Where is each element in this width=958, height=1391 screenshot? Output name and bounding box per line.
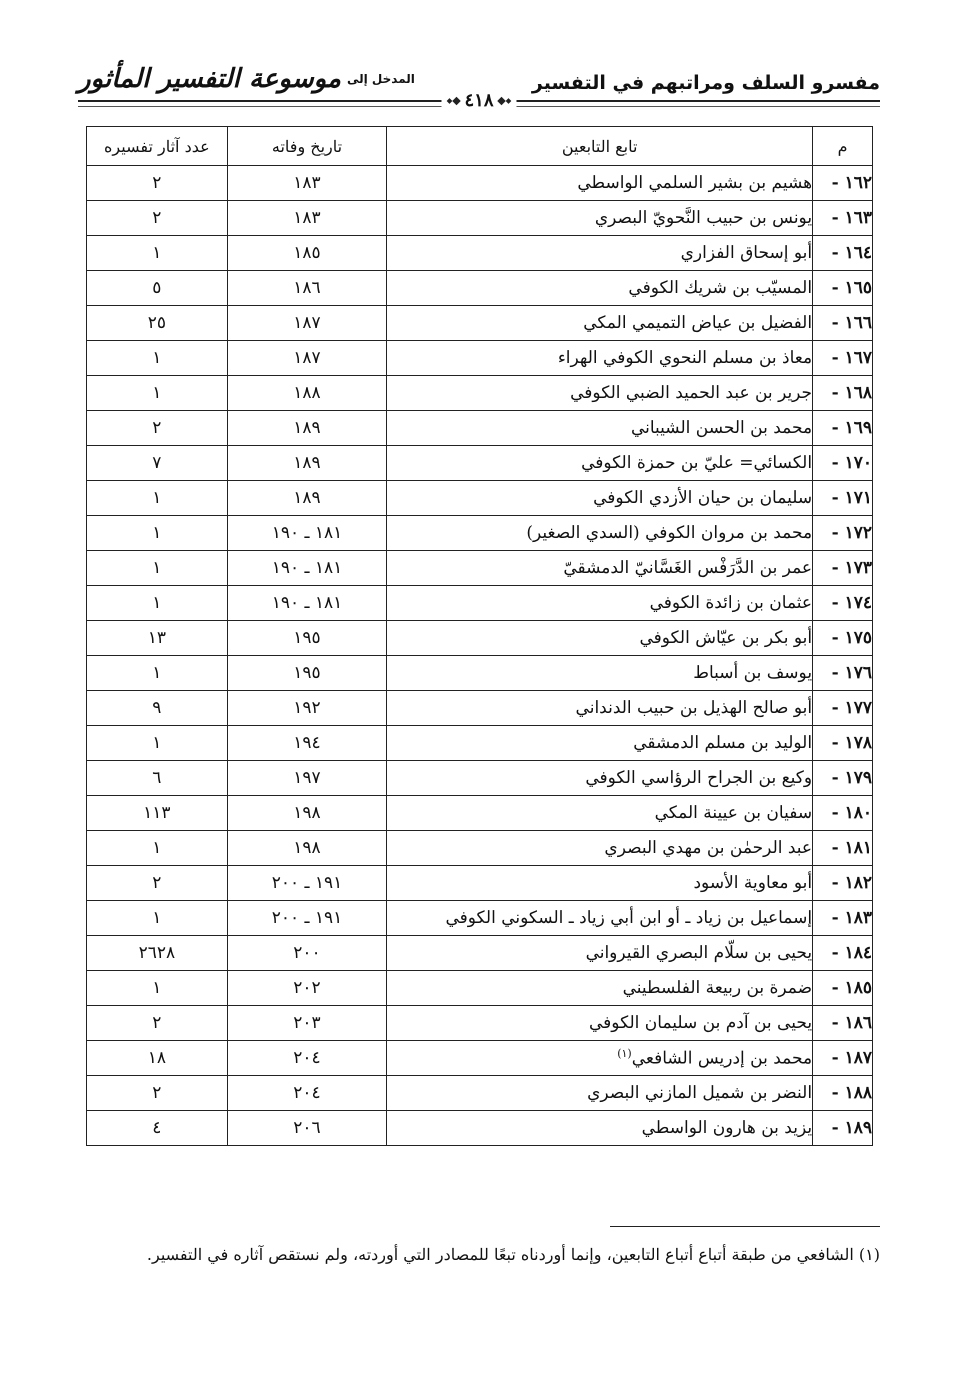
row-number [813,411,873,446]
row-name-text: أبو صالح الهذيل بن حبيب الدنداني [575,698,813,718]
header-count: عدد آثار تفسيره [87,127,228,166]
row-athar-count-text: ١٣ [147,628,166,648]
table-row [87,796,873,831]
row-athar-count [87,971,228,1006]
row-athar-count [87,761,228,796]
tabi-tabiin-table [86,126,873,1146]
row-name [387,516,813,551]
row-name [387,901,813,936]
row-athar-count-text: ٦ [152,768,162,788]
row-athar-count-text: ٢ [152,873,162,893]
row-death-date [227,376,387,411]
row-athar-count-text: ١ [152,348,162,368]
row-name [387,1076,813,1111]
row-number [813,901,873,936]
row-number-text: ١٦٦ - [831,313,872,333]
row-death-date-text: ١٨١ ـ ١٩٠ [271,558,343,578]
row-death-date-text: ١٨٣ [293,208,321,228]
row-name-text: عثمان بن زائدة الكوفي [649,593,813,613]
table-row [87,866,873,901]
row-name [387,481,813,516]
row-death-date [227,726,387,761]
row-athar-count [87,796,228,831]
row-death-date [227,761,387,796]
row-number-text: ١٨٥ - [831,978,872,998]
row-death-date [227,1111,387,1146]
row-number [813,1006,873,1041]
running-title: مفسرو السلف ومراتبهم في التفسير [531,72,880,94]
row-number [813,831,873,866]
row-death-date-text: ١٨٨ [293,383,321,403]
row-name [387,971,813,1006]
table-row [87,341,873,376]
row-number [813,1076,873,1111]
row-death-date [227,656,387,691]
row-number-text: ١٦٩ - [831,418,872,438]
row-athar-count [87,411,228,446]
row-death-date-text: ٢٠٤ [293,1083,321,1103]
row-death-date [227,971,387,1006]
row-name-text: عمر بن الدَّرَفْس الغَسَّانيّ الدمشقيّ [563,558,813,578]
row-death-date [227,236,387,271]
row-name-text: يونس بن حبيب النَّحويّ البصري [594,208,813,228]
row-number [813,166,873,201]
row-athar-count-text: ٢ [152,418,162,438]
row-name-text: وكيع بن الجراح الرؤاسي الكوفي [585,768,813,788]
table-row [87,306,873,341]
row-number [813,726,873,761]
row-name-text: أبو معاوية الأسود [693,873,813,893]
row-athar-count-text: ١٨ [147,1048,166,1068]
row-athar-count [87,586,228,621]
page-number: ٤١٨ [464,90,494,111]
row-number [813,306,873,341]
table-row [87,936,873,971]
row-athar-count-text: ٥ [152,278,162,298]
row-athar-count [87,621,228,656]
row-athar-count [87,376,228,411]
row-athar-count [87,551,228,586]
row-number [813,971,873,1006]
row-athar-count-text: ١ [152,978,162,998]
row-death-date-text: ١٨١ ـ ١٩٠ [271,523,343,543]
row-athar-count-text: ٩ [152,698,162,718]
row-athar-count-text: ١ [152,593,162,613]
row-name [387,551,813,586]
row-name [387,936,813,971]
footnote-rule [610,1226,880,1227]
row-number-text: ١٧٠ - [831,453,872,473]
row-number-text: ١٦٥ - [831,278,872,298]
table-row [87,761,873,796]
row-death-date-text: ١٨٣ [293,173,321,193]
row-athar-count [87,236,228,271]
row-name-text: الفضيل بن عياض التميمي المكي [583,313,813,333]
row-number-text: ١٧٦ - [831,663,872,683]
table-row [87,551,873,586]
row-number [813,201,873,236]
page-header [78,62,880,111]
row-number-text: ١٨٦ - [831,1013,872,1033]
row-number [813,761,873,796]
row-name-text: معاذ بن مسلم النحوي الكوفي الهراء [557,348,813,368]
row-athar-count-text: ١ [152,838,162,858]
row-athar-count [87,201,228,236]
row-name [387,621,813,656]
table-row [87,236,873,271]
row-death-date [227,341,387,376]
table-row [87,971,873,1006]
row-name [387,306,813,341]
row-death-date [227,621,387,656]
row-number [813,796,873,831]
row-number [813,271,873,306]
page-number-block [441,90,516,111]
table-row [87,1111,873,1146]
row-name [387,271,813,306]
row-number [813,936,873,971]
row-death-date-text: ١٩٨ [293,803,321,823]
row-name-text: الكسائي= عليّ بن حمزة الكوفي [581,453,813,473]
row-name [387,866,813,901]
row-name-text: يزيد بن هارون الواسطي [641,1118,813,1138]
row-death-date [227,446,387,481]
row-death-date-text: ١٩٢ [293,698,321,718]
row-athar-count-text: ١ [152,523,162,543]
row-number-text: ١٧٣ - [831,558,872,578]
row-number-text: ١٨٤ - [831,943,872,963]
row-number [813,236,873,271]
row-athar-count-text: ١ [152,383,162,403]
row-death-date-text: ١٩٥ [293,663,321,683]
row-number-text: ١٨١ - [831,838,872,858]
row-death-date-text: ١٩١ ـ ٢٠٠ [271,908,343,928]
row-death-date-text: ١٨٩ [293,418,321,438]
row-name [387,236,813,271]
row-death-date-text: ٢٠٦ [293,1118,321,1138]
row-name-text: سليمان بن حيان الأزدي الكوفي [593,488,813,508]
row-death-date-text: ١٨٧ [293,313,321,333]
row-name-text: جرير بن عبد الحميد الضبي الكوفي [570,383,813,403]
table-row [87,621,873,656]
row-name [387,376,813,411]
row-name-text: محمد بن إدريس الشافعي [631,1048,813,1069]
row-athar-count [87,1006,228,1041]
table-row [87,1006,873,1041]
row-death-date-text: ١٨١ ـ ١٩٠ [271,593,343,613]
row-death-date-text: ١٩٧ [293,768,321,788]
table-row [87,586,873,621]
row-death-date-text: ١٩١ ـ ٢٠٠ [271,873,343,893]
row-name-text: النضر بن شميل المازني البصري [587,1083,813,1103]
row-name-text: عبد الرحمٰن بن مهدي البصري [604,838,813,858]
row-athar-count [87,656,228,691]
row-death-date-text: ٢٠٠ [293,943,321,963]
row-name [387,1111,813,1146]
row-death-date [227,936,387,971]
row-death-date-text: ١٨٧ [293,348,321,368]
row-name [387,586,813,621]
row-athar-count [87,726,228,761]
row-athar-count [87,1111,228,1146]
row-number [813,1041,873,1076]
row-death-date [227,586,387,621]
row-number-text: ١٦٤ - [831,243,872,263]
row-death-date [227,551,387,586]
row-death-date [227,796,387,831]
row-name-text: يحيى بن سلّام البصري القيرواني [585,943,813,963]
row-name [387,656,813,691]
row-athar-count-text: ٢٥ [147,313,166,333]
row-number-text: ١٧١ - [831,488,872,508]
row-name [387,411,813,446]
row-number [813,866,873,901]
row-name [387,341,813,376]
row-athar-count [87,866,228,901]
row-number-text: ١٨٢ - [831,873,872,893]
row-number [813,656,873,691]
row-name-text: محمد بن الحسن الشيباني [630,418,813,438]
row-name [387,1041,813,1076]
table-row [87,726,873,761]
row-death-date [227,866,387,901]
row-death-date [227,306,387,341]
row-name-text: أبو إسحاق الفزاري [680,243,813,263]
row-athar-count [87,936,228,971]
row-athar-count-text: ٤ [152,1118,162,1138]
row-number-text: ١٧٩ - [831,768,872,788]
row-death-date [227,901,387,936]
table-header-row [87,127,873,166]
table-row [87,481,873,516]
table-row [87,516,873,551]
row-number [813,691,873,726]
row-athar-count-text: ٢ [152,208,162,228]
row-death-date [227,1006,387,1041]
table-row [87,901,873,936]
row-name [387,691,813,726]
row-number-text: ١٨٧ - [831,1048,872,1068]
row-death-date-text: ١٨٩ [293,488,321,508]
row-athar-count [87,271,228,306]
row-name [387,446,813,481]
row-athar-count [87,831,228,866]
row-death-date [227,166,387,201]
row-number-text: ١٨٩ - [831,1118,872,1138]
row-athar-count [87,446,228,481]
row-death-date-text: ١٨٩ [293,453,321,473]
row-athar-count-text: ٢ [152,1013,162,1033]
row-name-text: إسماعيل بن زياد ـ أو ابن أبي زياد ـ السكوني الكوفي [445,908,813,928]
row-name-text: محمد بن مروان الكوفي (السدي الصغير) [526,523,813,543]
row-death-date-text: ١٨٦ [293,278,321,298]
row-number-text: ١٨٣ - [831,908,872,928]
row-death-date-text: ٢٠٤ [293,1048,321,1068]
row-athar-count-text: ١ [152,663,162,683]
book-title-block [78,64,415,94]
table-row [87,271,873,306]
row-name-text: ضمرة بن ربيعة الفلسطيني [622,978,813,998]
row-athar-count [87,341,228,376]
row-death-date-text: ٢٠٢ [293,978,321,998]
row-number [813,1111,873,1146]
row-athar-count [87,691,228,726]
footnote [76,1238,880,1272]
row-name-text: المسيّب بن شريك الكوفي [628,278,813,298]
row-number [813,446,873,481]
row-death-date [227,411,387,446]
row-athar-count-text: ١١٣ [143,803,171,823]
row-name [387,761,813,796]
row-death-date-text: ١٩٨ [293,838,321,858]
header-num: م [813,127,873,166]
row-athar-count-text: ١ [152,733,162,753]
table-row [87,1076,873,1111]
book-title: موسوعة التفسير المأثور [78,64,341,94]
row-name [387,726,813,761]
header-name: تابع التابعين [387,127,813,166]
row-death-date [227,481,387,516]
table-row [87,376,873,411]
header-death: تاريخ وفاته [227,127,387,166]
row-name-text: الوليد بن مسلم الدمشقي [633,733,813,753]
row-death-date-text: ١٩٤ [293,733,321,753]
footnote-text: الشافعي من طبقة أتباع أتباع التابعين، وإنما أوردناه تبعًا للمصادر التي أوردته، ولم نستقص آثاره في التفسير. [146,1245,854,1264]
row-number [813,621,873,656]
row-athar-count-text: ١ [152,243,162,263]
row-number [813,376,873,411]
row-number [813,516,873,551]
row-number-text: ١٧٢ - [831,523,872,543]
footnote-mark: (١) [858,1245,880,1264]
row-name [387,166,813,201]
row-athar-count-text: ٧ [152,453,162,473]
row-name [387,796,813,831]
row-number-text: ١٧٥ - [831,628,872,648]
row-name [387,1006,813,1041]
row-athar-count-text: ١ [152,488,162,508]
row-name-text: يوسف بن أسباط [693,663,813,683]
row-number-text: ١٦٨ - [831,383,872,403]
row-athar-count [87,306,228,341]
row-number [813,341,873,376]
row-number-text: ١٧٨ - [831,733,872,753]
row-athar-count [87,1041,228,1076]
row-number [813,551,873,586]
row-athar-count-text: ٢ [152,173,162,193]
table-row [87,656,873,691]
row-athar-count [87,516,228,551]
table-row [87,201,873,236]
ornament-right-icon [499,98,511,104]
row-death-date-text: ١٨٥ [293,243,321,263]
row-athar-count [87,1076,228,1111]
row-number-text: ١٦٢ - [831,173,872,193]
table-row [87,446,873,481]
row-athar-count-text: ٢ [152,1083,162,1103]
row-athar-count [87,166,228,201]
footnote-ref-mark: (١) [617,1047,632,1061]
row-athar-count-text: ١ [152,558,162,578]
row-number-text: ١٦٣ - [831,208,872,228]
row-name [387,201,813,236]
row-number-text: ١٨٨ - [831,1083,872,1103]
row-athar-count [87,481,228,516]
row-number-text: ١٨٠ - [831,803,872,823]
ornament-left-icon [447,98,459,104]
table-row [87,831,873,866]
row-death-date [227,271,387,306]
row-death-date-text: ١٩٥ [293,628,321,648]
row-death-date [227,1076,387,1111]
row-death-date [227,201,387,236]
row-name-text: أبو بكر بن عيّاش الكوفي [639,628,813,648]
row-athar-count-text: ٢٦٢٨ [138,943,176,963]
row-name [387,831,813,866]
table-row [87,411,873,446]
row-death-date [227,1041,387,1076]
table-body [87,166,873,1146]
row-number [813,481,873,516]
row-name-text: هشيم بن بشير السلمي الواسطي [577,173,813,193]
row-death-date [227,691,387,726]
table-row [87,691,873,726]
row-death-date-text: ٢٠٣ [293,1013,321,1033]
row-name-text: يحيى بن آدم بن سليمان الكوفي [589,1013,813,1033]
row-number [813,586,873,621]
row-athar-count-text: ١ [152,908,162,928]
table-row [87,166,873,201]
row-number-text: ١٧٤ - [831,593,872,613]
book-prefix: المدخل إلى [346,72,415,86]
row-number-text: ١٧٧ - [831,698,872,718]
row-athar-count [87,901,228,936]
row-death-date [227,831,387,866]
row-death-date [227,516,387,551]
row-number-text: ١٦٧ - [831,348,872,368]
table-row [87,1041,873,1076]
row-name-text: سفيان بن عيينة المكي [654,803,813,823]
